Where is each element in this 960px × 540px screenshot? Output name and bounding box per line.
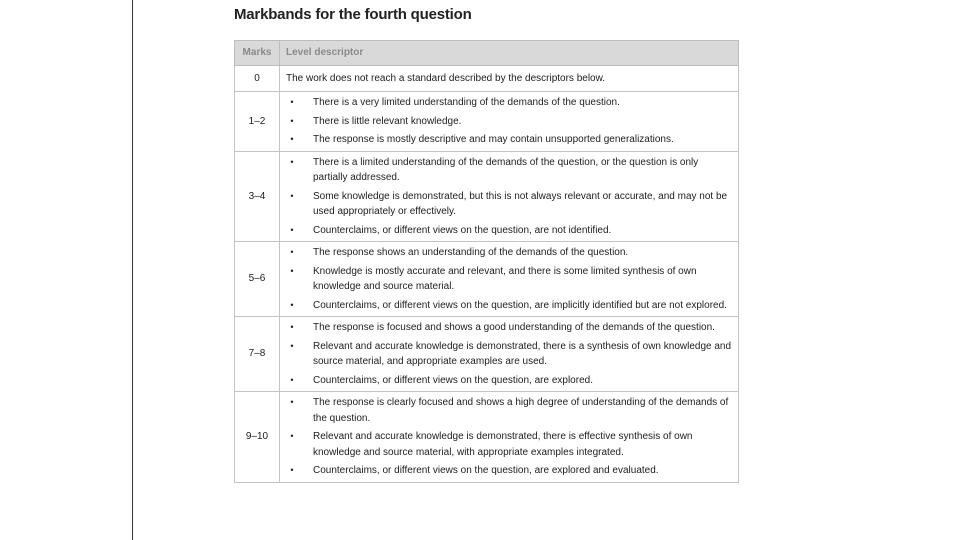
marks-cell: 0 — [235, 66, 280, 92]
descriptor-cell — [280, 317, 739, 392]
bullet-icon: • — [290, 431, 294, 441]
descriptor-item — [286, 245, 732, 261]
page-title: Markbands for the fourth question — [234, 6, 472, 23]
descriptor-item — [286, 320, 732, 336]
descriptor-cell — [280, 242, 739, 317]
descriptor-cell — [280, 92, 739, 152]
descriptor-item — [286, 463, 732, 479]
marks-cell: 1–2 — [235, 92, 280, 152]
page-left-border — [132, 0, 133, 540]
table-row — [235, 66, 739, 92]
marks-cell: 9–10 — [235, 392, 280, 483]
markbands-table — [234, 40, 739, 483]
descriptor-text: Knowledge is mostly accurate and relevant, and there is some limited synthesis of own knowledge and source material. — [313, 265, 697, 292]
descriptor-item — [286, 189, 732, 220]
descriptor-item — [286, 155, 732, 186]
bullet-icon: • — [290, 374, 294, 385]
descriptor-text: Counterclaims, or different views on the question, are not identified. — [313, 224, 612, 236]
bullet-icon: • — [290, 397, 294, 407]
table-row — [235, 151, 739, 242]
bullet-icon: • — [290, 247, 294, 257]
bullet-icon: • — [290, 190, 294, 201]
bullet-icon: • — [290, 465, 294, 475]
descriptor-item — [286, 132, 732, 148]
descriptor-text: The response is focused and shows a good understanding of the demands of the question. — [313, 322, 715, 333]
descriptor-text: There is a very limited understanding of the demands of the question. — [313, 97, 620, 108]
descriptor-list — [286, 155, 732, 239]
descriptor-item — [286, 114, 732, 130]
descriptor-list — [286, 395, 732, 479]
descriptor-item — [286, 395, 732, 426]
bullet-icon: • — [290, 340, 294, 351]
bullet-icon: • — [290, 265, 294, 276]
bullet-icon: • — [290, 97, 294, 107]
descriptor-text: Relevant and accurate knowledge is demonstrated, there is a synthesis of own knowledge and source material, and appropriate examples are used. — [313, 340, 732, 367]
table-row — [235, 92, 739, 152]
bullet-icon: • — [290, 134, 294, 144]
table-row — [235, 392, 739, 483]
descriptor-list — [286, 320, 732, 388]
descriptor-cell — [280, 392, 739, 483]
descriptor-item — [286, 264, 732, 295]
bullet-icon: • — [290, 322, 294, 332]
bullet-icon: • — [290, 156, 294, 167]
bullet-icon: • — [290, 224, 294, 235]
marks-cell: 7–8 — [235, 317, 280, 392]
descriptor-text: There is a limited understanding of the demands of the question, or the question is only partially addressed. — [313, 156, 699, 183]
descriptor-text: Counterclaims, or different views on the question, are explored. — [313, 374, 593, 386]
descriptor-column-header: Level descriptor — [280, 41, 739, 66]
marks-cell: 3–4 — [235, 151, 280, 242]
descriptor-text: The response is mostly descriptive and may contain unsupported generalizations. — [313, 134, 674, 145]
table-row — [235, 242, 739, 317]
descriptor-list — [286, 95, 732, 148]
descriptor-item — [286, 429, 732, 460]
header-row — [235, 41, 739, 66]
descriptor-text: Relevant and accurate knowledge is demonstrated, there is effective synthesis of own knowledge and source material, with appropriate examples integrated. — [313, 431, 693, 458]
descriptor-text: The response shows an understanding of the demands of the question. — [313, 247, 629, 258]
bullet-icon: • — [290, 299, 294, 310]
descriptor-text: Counterclaims, or different views on the question, are implicitly identified but are not explored. — [313, 299, 727, 311]
descriptor-cell — [280, 151, 739, 242]
descriptor-item — [286, 339, 732, 370]
descriptor-text: Counterclaims, or different views on the question, are explored and evaluated. — [313, 465, 659, 476]
descriptor-cell: The work does not reach a standard described by the descriptors below. — [280, 66, 739, 92]
descriptor-text: There is little relevant knowledge. — [313, 115, 462, 127]
descriptor-text: The response is clearly focused and shows a high degree of understanding of the demands of the question. — [313, 397, 729, 424]
descriptor-item — [286, 223, 732, 239]
bullet-icon: • — [290, 115, 294, 126]
table-row — [235, 317, 739, 392]
descriptor-list — [286, 245, 732, 313]
descriptor-item — [286, 298, 732, 314]
descriptor-item — [286, 373, 732, 389]
marks-cell: 5–6 — [235, 242, 280, 317]
descriptor-text: Some knowledge is demonstrated, but this is not always relevant or accurate, and may not be used appropriately or effectively. — [313, 190, 728, 217]
marks-column-header: Marks — [235, 41, 280, 66]
descriptor-item — [286, 95, 732, 111]
